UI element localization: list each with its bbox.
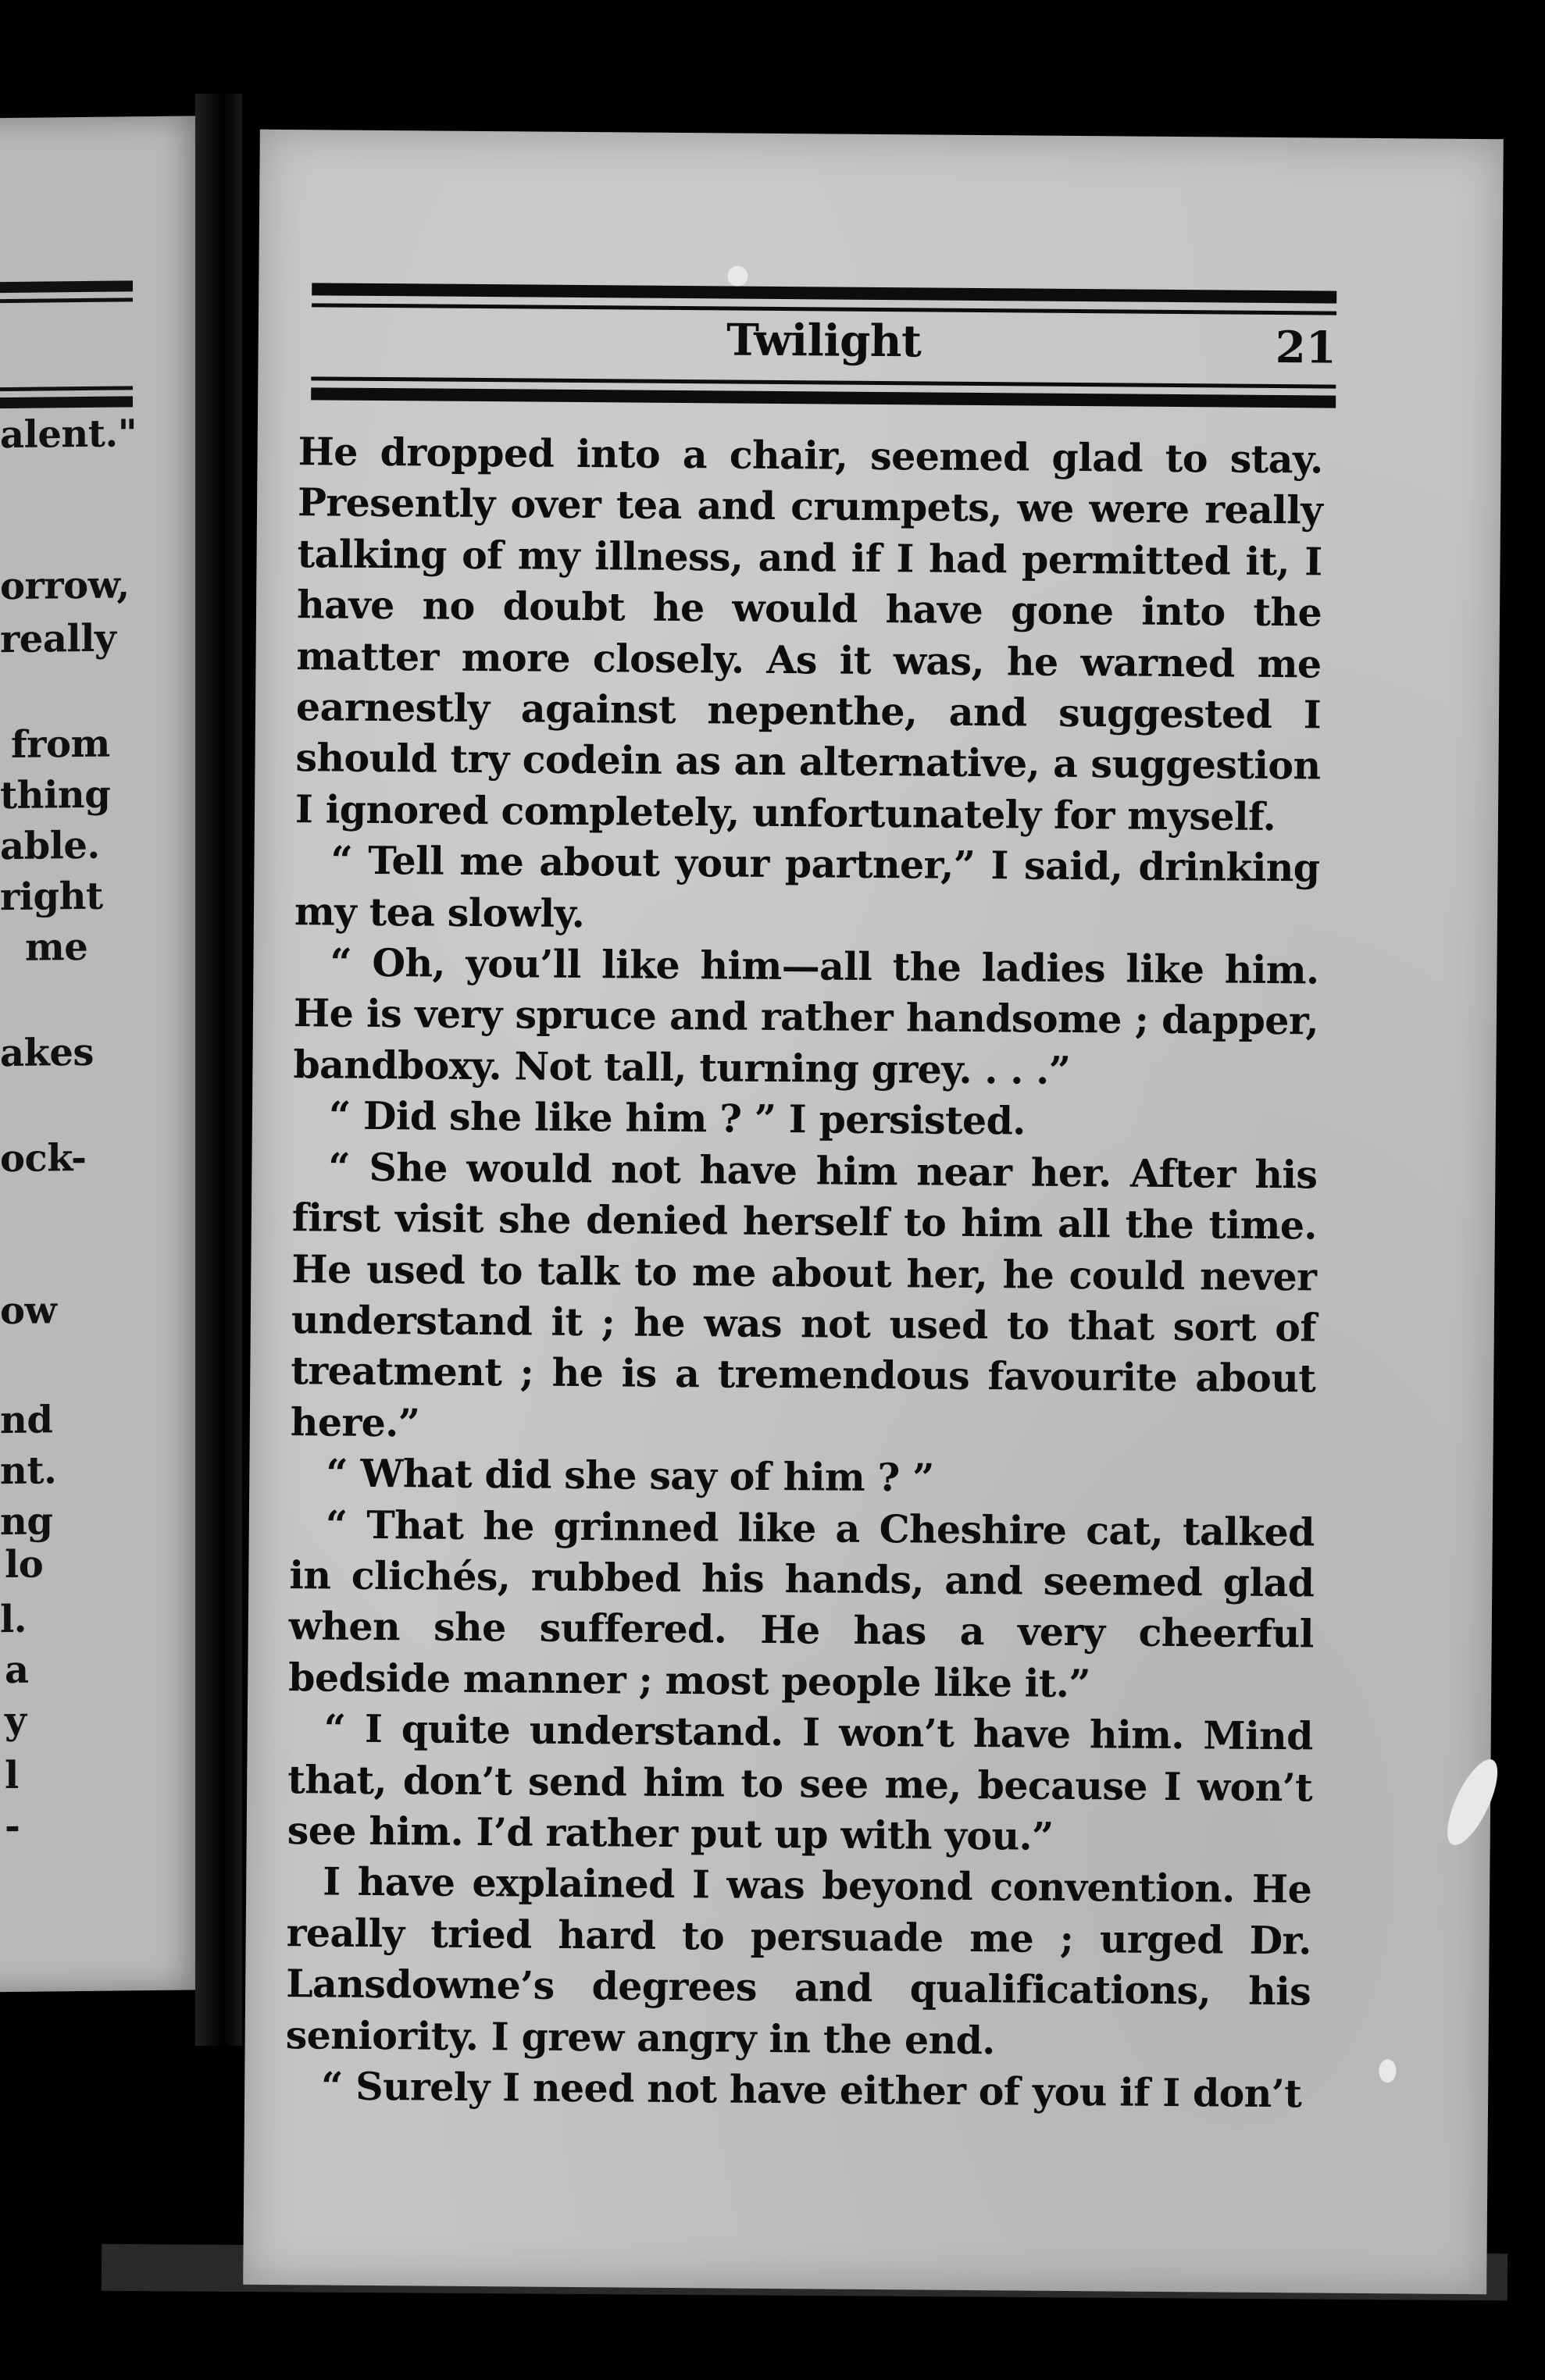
scan-blemish bbox=[727, 265, 748, 286]
facing-page-text: y bbox=[5, 1698, 27, 1744]
facing-page-text: ng bbox=[0, 1499, 53, 1545]
facing-page-text: from bbox=[11, 721, 110, 767]
facing-page-text: able. bbox=[0, 823, 100, 869]
facing-page-text: alent." bbox=[0, 412, 137, 458]
facing-page-text: ock- bbox=[0, 1135, 87, 1181]
paragraph: I have explained I was beyond convention. He really tried hard to persuade me ; urged Dr. Lansdowne’s degrees and qualifications, his seniority. I grew angry in the end. bbox=[285, 1858, 1312, 2063]
paragraph: “ What did she say of him ? ” bbox=[326, 1450, 934, 1501]
running-title: Twilight bbox=[726, 314, 922, 368]
facing-page-text: nd bbox=[0, 1398, 53, 1443]
facing-page-rule bbox=[0, 298, 133, 303]
header-rule-bottom bbox=[311, 387, 1336, 408]
facing-page-text: lo bbox=[5, 1542, 44, 1587]
book-page bbox=[243, 130, 1504, 2294]
facing-page-text: really bbox=[0, 616, 116, 662]
header-rule-top bbox=[312, 283, 1336, 303]
paragraph: “ Oh, you’ll like him—all the ladies like him. He is very spruce and rather handsome ; dapper, bandboxy. Not tall, turning grey. . . .” bbox=[293, 939, 1319, 1093]
facing-page-text: me bbox=[25, 925, 88, 970]
paragraph: “ Surely I need not have either of you if I don’t bbox=[320, 2063, 1302, 2117]
facing-page-rule bbox=[0, 280, 133, 293]
facing-page-rule bbox=[0, 396, 133, 408]
page-number: 21 bbox=[1275, 322, 1336, 374]
facing-page-text: orrow, bbox=[0, 563, 130, 609]
paragraph: “ That he grinned like a Cheshire cat, talked in clichés, rubbed his hands, and seemed glad when she suffered. He has a very cheerful bedside manner ; most people like it.” bbox=[288, 1502, 1315, 1706]
facing-page-text: akes bbox=[0, 1030, 94, 1076]
facing-page-text: l bbox=[5, 1753, 19, 1798]
facing-page-rule bbox=[0, 386, 133, 391]
scan-blemish bbox=[1379, 2059, 1396, 2082]
facing-page-text: ow bbox=[0, 1288, 57, 1334]
facing-page bbox=[0, 116, 211, 1992]
paragraph: “ She would not have him near her. After his first visit she denied herself to him all the time. He used to talk to me about her, he could never understand it ; he was not used to that sort of treatment ; he is a tremendous favourite about here.” bbox=[290, 1144, 1318, 1446]
facing-page-text: nt. bbox=[0, 1448, 57, 1494]
facing-page-text: right bbox=[0, 874, 103, 920]
paragraph: “ Did she like him ? ” I persisted. bbox=[328, 1092, 1026, 1144]
paragraph: “ Tell me about your partner,” I said, drinking my tea slowly. bbox=[294, 837, 1320, 936]
facing-page-text: - bbox=[5, 1804, 20, 1849]
facing-page-text: thing bbox=[0, 772, 111, 818]
paragraph: He dropped into a chair, seemed glad to stay. Presently over tea and crumpets, we were really talking of my illness, and if I had permitted it, I have no doubt he would have gone into the matter more closely. As it was, he warned me earnestly against nepenthe, and suggested I should try codein as an alternative, a suggestion I ignored completely, unfortunately for myself. bbox=[294, 429, 1323, 839]
scan-blemish bbox=[1437, 1753, 1507, 1851]
body-text bbox=[285, 426, 1323, 2120]
book-gutter bbox=[195, 94, 242, 2046]
paragraph: “ I quite understand. I won’t have him. Mind that, don’t send him to see me, because I won’t see him. I’d rather put up with you.” bbox=[287, 1705, 1313, 1859]
facing-page-text: l. bbox=[0, 1597, 27, 1642]
facing-page-text: a bbox=[5, 1648, 29, 1693]
running-header bbox=[311, 311, 1336, 381]
